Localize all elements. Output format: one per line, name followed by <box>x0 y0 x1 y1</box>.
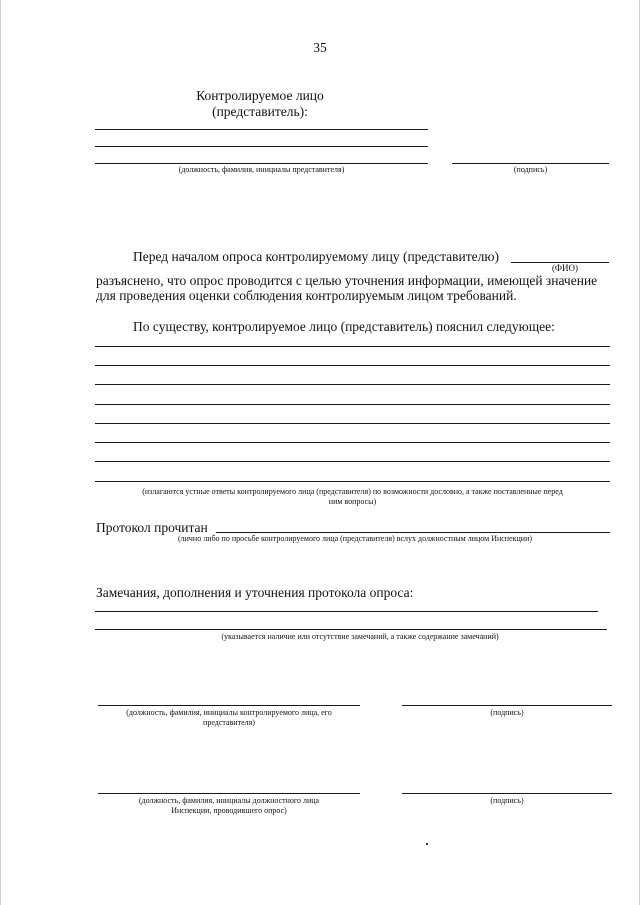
intro-line-3: для проведения оценки соблюдения контролируемым лицом требований. <box>96 288 517 303</box>
explanation-caption-line2: ним вопросы) <box>328 497 377 506</box>
representative-line-2[interactable] <box>95 146 428 147</box>
inspector-name-caption-line1: (должность, фамилия, инициалы должностного лица <box>138 796 320 805</box>
intro-line-1: Перед началом опроса контролируемому лицу (представителю) <box>133 249 499 264</box>
controlled-person-signature-caption: (подпись) <box>490 708 524 717</box>
inspector-name-caption-line2: Инспекции, проводившего опрос) <box>171 806 287 815</box>
explanation-line-2[interactable] <box>95 365 610 366</box>
representative-signature-line[interactable] <box>452 163 609 164</box>
explanation-line-7[interactable] <box>95 461 610 462</box>
controlled-person-heading <box>160 88 360 120</box>
remarks-heading: Замечания, дополнения и уточнения протокола опроса: <box>96 585 414 600</box>
controlled-person-signature-line[interactable] <box>402 705 612 706</box>
remarks-line-2[interactable] <box>95 629 607 630</box>
controlled-person-heading-line1: Контролируемое лицо <box>196 88 324 103</box>
controlled-person-name-caption-line1: (должность, фамилия, инициалы контролируемого лица, его <box>126 708 332 717</box>
remarks-caption: (указывается наличие или отсутствие замечаний, а также содержание замечаний) <box>221 632 499 641</box>
representative-line-1[interactable] <box>95 129 428 130</box>
controlled-person-heading-line2: (представитель): <box>212 104 308 119</box>
controlled-person-name-caption <box>98 708 360 728</box>
intro-line-2: разъяснено, что опрос проводится с целью уточнения информации, имеющей значение <box>96 273 598 288</box>
inspector-signature-caption: (подпись) <box>490 796 524 805</box>
explanation-heading: По существу, контролируемое лицо (представитель) пояснил следующее: <box>133 319 555 334</box>
controlled-person-name-line[interactable] <box>98 705 360 706</box>
inspector-name-line[interactable] <box>98 793 360 794</box>
fio-caption: (ФИО) <box>551 263 579 273</box>
protocol-read-caption: (лично либо по просьбе контролируемого лица (представителя) вслух должностным лицом Инспекции) <box>177 534 533 543</box>
controlled-person-name-caption-line2: представителя) <box>203 718 255 727</box>
representative-signature-caption: (подпись) <box>513 165 548 174</box>
protocol-read-line[interactable] <box>216 532 610 533</box>
inspector-name-caption <box>98 796 360 816</box>
explanation-line-1[interactable] <box>95 346 610 347</box>
explanation-line-8[interactable] <box>95 481 610 482</box>
page-number: 35 <box>313 40 327 55</box>
representative-position-caption: (должность, фамилия, инициалы представителя) <box>178 165 345 174</box>
representative-line-3[interactable] <box>95 163 428 164</box>
remarks-line-1[interactable] <box>95 611 598 612</box>
protocol-read-label: Протокол прочитан <box>96 520 208 535</box>
explanation-line-5[interactable] <box>95 423 610 424</box>
explanation-caption <box>95 487 610 507</box>
inspector-signature-line[interactable] <box>402 793 612 794</box>
explanation-line-3[interactable] <box>95 384 610 385</box>
explanation-line-4[interactable] <box>95 404 610 405</box>
explanation-line-6[interactable] <box>95 442 610 443</box>
scan-speck <box>426 843 428 845</box>
explanation-caption-line1: (излагаются устные ответы контролируемого лица (представителя) по возможности дословно, а также поставленные перед <box>142 487 563 496</box>
page-edge-left <box>0 0 1 905</box>
